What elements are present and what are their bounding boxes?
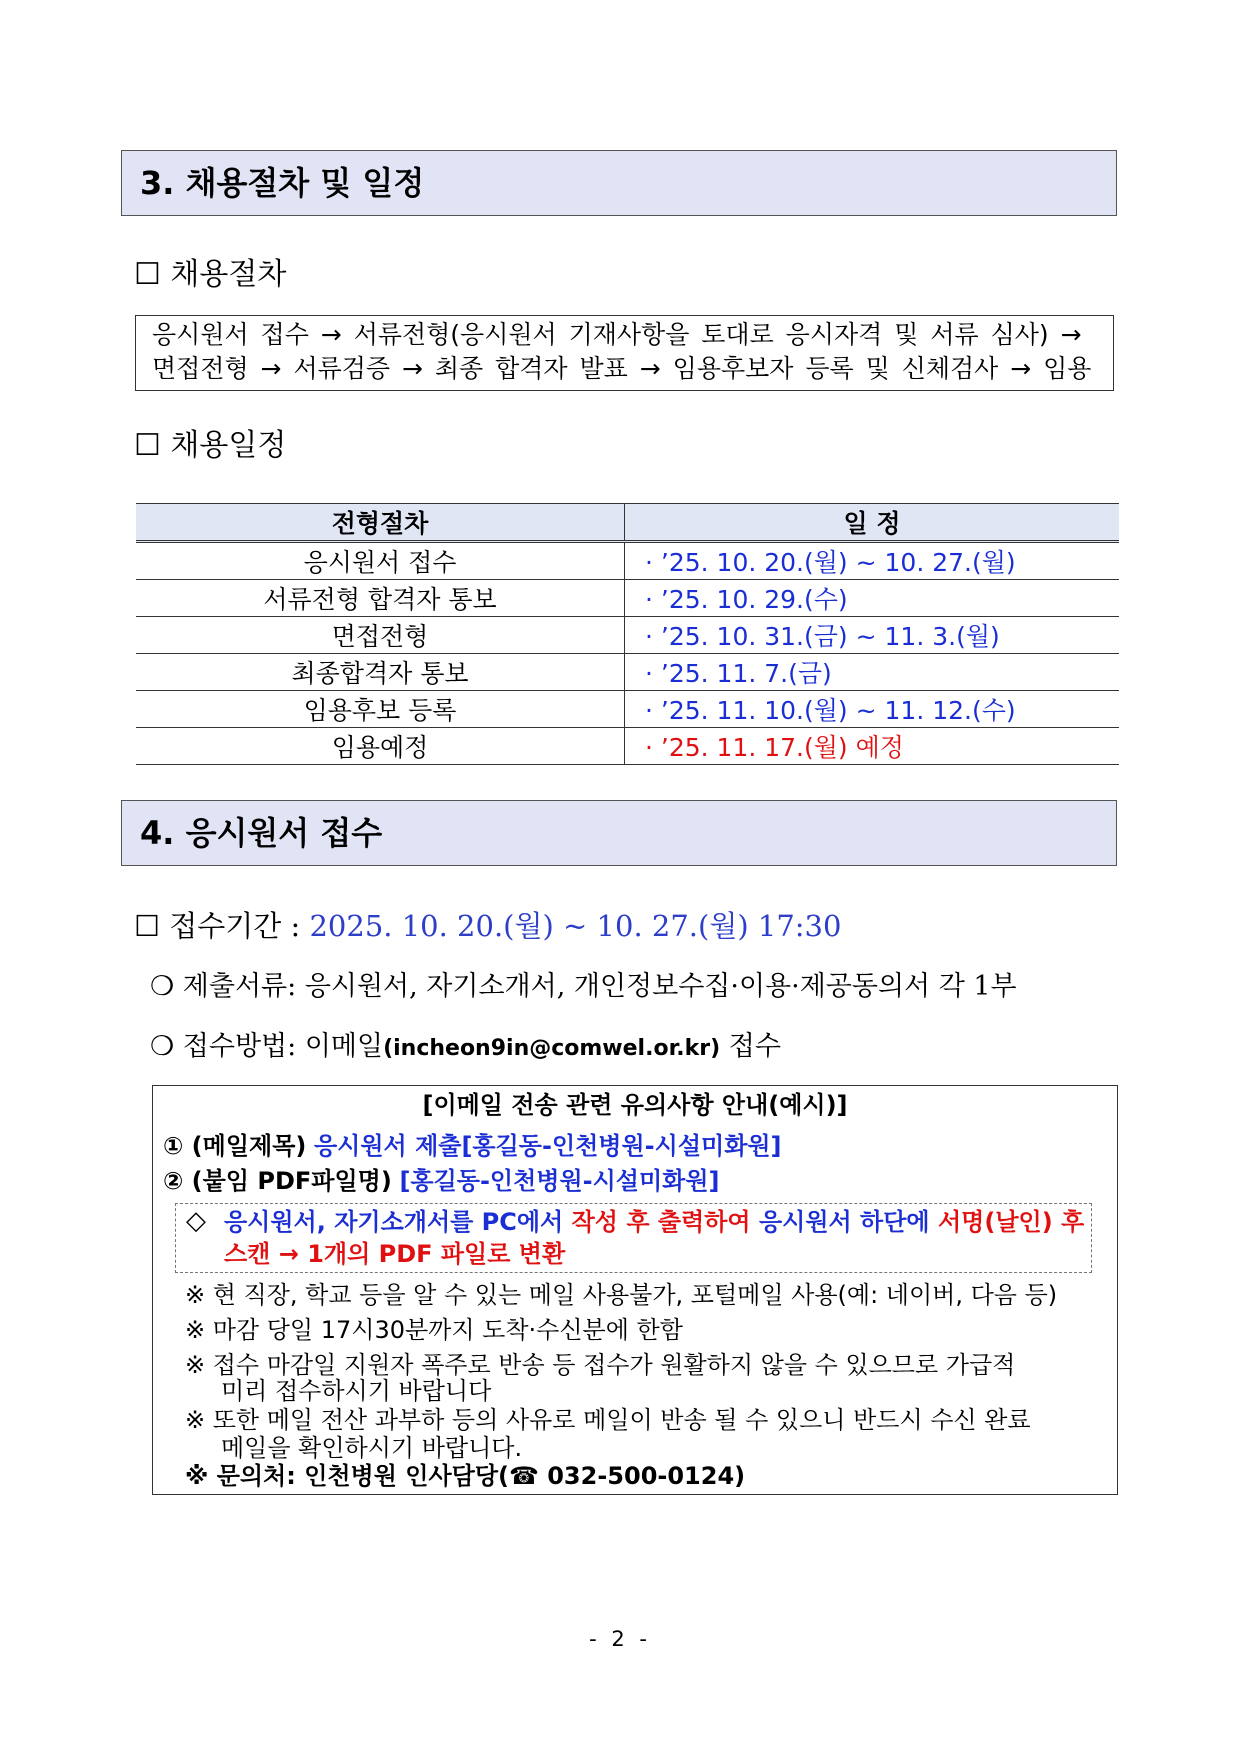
table-header-row: [136, 504, 1119, 542]
note-4: ※ 또한 메일 전산 과부하 등의 사유로 메일이 반송 될 수 있으니 반드시 수신 완료: [185, 1406, 1031, 1434]
procedure-line-1: 응시원서 접수 → 서류전형(응시원서 기재사항을 토대로 응시자격 및 서류 심사) →: [152, 320, 1082, 349]
row-date: · ’25. 10. 29.(수): [625, 580, 1120, 617]
email-notice-box: [152, 1085, 1118, 1495]
row-step: 면접전형: [136, 617, 625, 654]
instruction-line-1: [224, 1206, 1084, 1238]
contact-info: ※ 문의처: 인천병원 인사담당(☎ 032-500-0124): [185, 1462, 746, 1490]
row-date: · ’25. 10. 20.(월) ~ 10. 27.(월): [625, 542, 1120, 580]
row-date: · ’25. 11. 17.(월) 예정: [625, 728, 1120, 765]
note-2: ※ 마감 당일 17시30분까지 도착·수신분에 한함: [185, 1316, 683, 1344]
page-number: - 2 -: [589, 1627, 651, 1651]
table-row: [136, 542, 1119, 580]
row-step: 서류전형 합격자 통보: [136, 580, 625, 617]
section-3-header: [121, 150, 1117, 216]
section-4-header: [121, 800, 1117, 866]
row-step: 임용예정: [136, 728, 625, 765]
instruction-text: 서명(날인) 후: [937, 1208, 1085, 1236]
application-period: [134, 908, 841, 944]
instruction-text: 응시원서 하단에: [758, 1208, 930, 1236]
diamond-bullet: ◇: [186, 1206, 206, 1236]
row-step: 응시원서 접수: [136, 542, 625, 580]
procedure-line-2: 면접전형 → 서류검증 → 최종 합격자 발표 → 임용후보자 등록 및 신체검사 → 임용: [152, 354, 1092, 383]
table-row: [136, 691, 1119, 728]
filename-label: ② (붙임 PDF파일명): [163, 1167, 392, 1195]
table-row: [136, 728, 1119, 765]
header-step: 전형절차: [136, 504, 625, 542]
subject-label: ① (메일제목): [163, 1132, 307, 1160]
documents-value: 응시원서, 자기소개서, 개인정보수집·이용·제공동의서 각 1부: [304, 971, 1017, 1002]
method-suffix: 접수: [728, 1031, 781, 1062]
schedule-table: [136, 503, 1119, 765]
note-3-cont: 미리 접수하시기 바랍니다: [221, 1377, 492, 1405]
procedure-box: [135, 315, 1114, 391]
documents-label: ❍ 제출서류:: [150, 971, 297, 1002]
notice-title: [이메일 전송 관련 유의사항 안내(예시)]: [422, 1091, 848, 1119]
filename-value: [홍길동-인천병원-시설미화원]: [399, 1167, 720, 1195]
table-row: [136, 617, 1119, 654]
row-date: · ’25. 11. 10.(월) ~ 11. 12.(수): [625, 691, 1120, 728]
method-email: (incheon9in@comwel.or.kr): [383, 1036, 721, 1061]
row-date: · ’25. 11. 7.(금): [625, 654, 1120, 691]
instruction-text: 응시원서, 자기소개서를 PC에서: [224, 1208, 564, 1236]
row-step: 최종합격자 통보: [136, 654, 625, 691]
documents-line: [150, 970, 1017, 1004]
notice-item-subject: [163, 1130, 782, 1162]
method-line: [150, 1030, 781, 1066]
procedure-heading: ☐ 채용절차: [134, 257, 287, 292]
period-label: ☐ 접수기간 :: [134, 909, 301, 943]
note-1: ※ 현 직장, 학교 등을 알 수 있는 메일 사용불가, 포털메일 사용(예: 네이버, 다음 등): [185, 1281, 1058, 1309]
section-3-title: 3. 채용절차 및 일정: [140, 164, 425, 202]
schedule-heading: ☐ 채용일정: [134, 428, 287, 463]
subject-value: 응시원서 제출[홍길동-인천병원-시설미화원]: [314, 1132, 782, 1160]
period-value: 2025. 10. 20.(월) ~ 10. 27.(월) 17:30: [309, 909, 842, 943]
row-date: · ’25. 10. 31.(금) ~ 11. 3.(월): [625, 617, 1120, 654]
table-row: [136, 580, 1119, 617]
notice-item-filename: [163, 1165, 720, 1197]
instruction-text: 스캔 → 1개의 PDF 파일로 변환: [224, 1240, 566, 1268]
instruction-line-2: [224, 1238, 565, 1270]
pdf-instruction-box: [175, 1203, 1092, 1273]
row-step: 임용후보 등록: [136, 691, 625, 728]
note-4-cont: 메일을 확인하시기 바랍니다.: [221, 1434, 523, 1462]
instruction-text: 작성 후 출력하여: [571, 1208, 751, 1236]
header-date: 일 정: [625, 504, 1120, 542]
note-3: ※ 접수 마감일 지원자 폭주로 반송 등 접수가 원활하지 않을 수 있으므로 가급적: [185, 1351, 1016, 1379]
method-label: ❍ 접수방법:: [150, 1031, 297, 1062]
section-4-title: 4. 응시원서 접수: [140, 814, 383, 852]
table-row: [136, 654, 1119, 691]
method-prefix: 이메일: [304, 1031, 384, 1062]
